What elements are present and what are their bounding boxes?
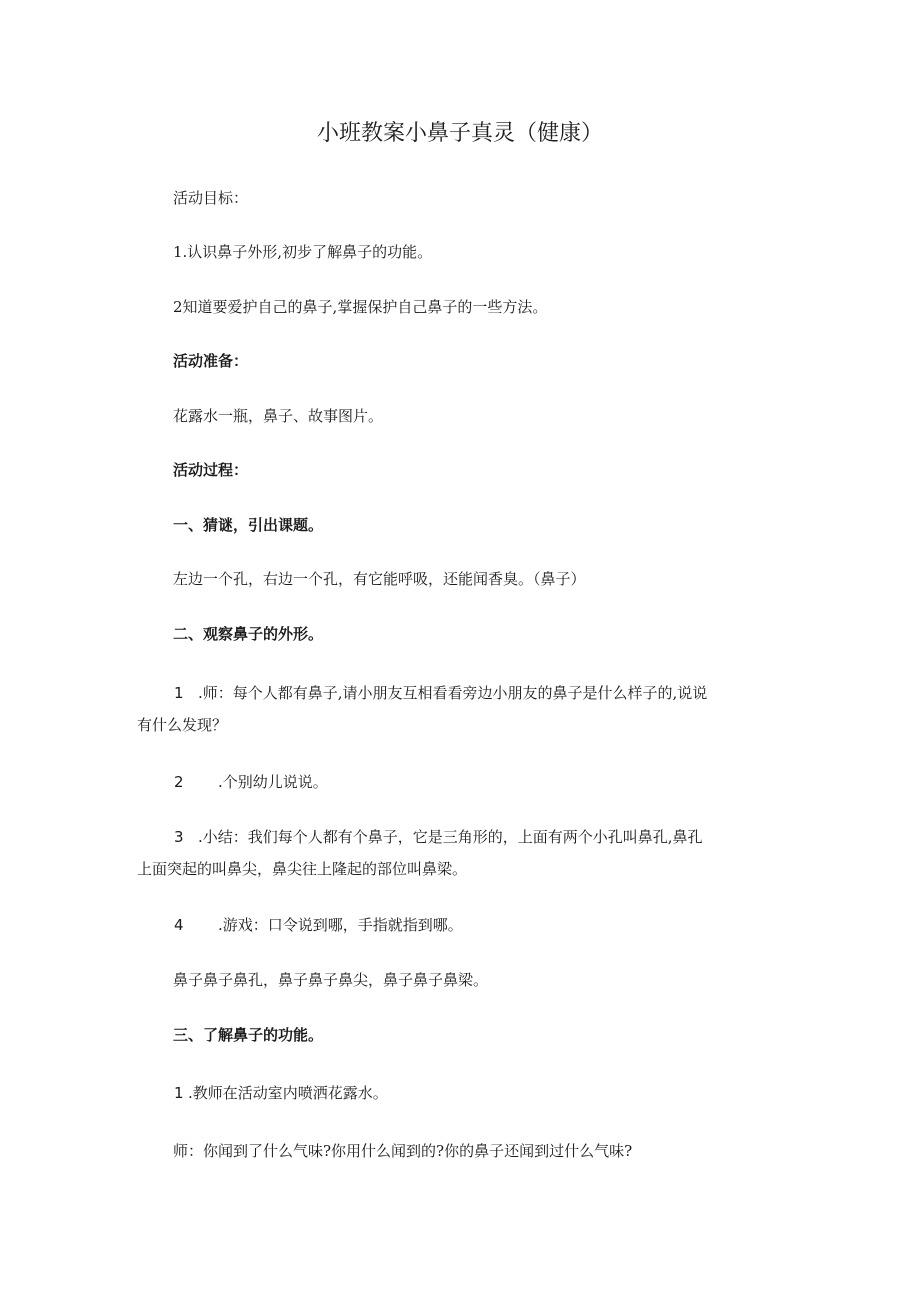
step2-item3-line1: .小结：我们每个人都有个鼻子，它是三角形的，上面有两个小孔叫鼻孔,鼻孔 bbox=[198, 828, 703, 846]
step2-item4-number: 4 bbox=[174, 916, 184, 934]
goal-item-2: 2知道要爱护自己的鼻子,掌握保护自己鼻子的一些方法。 bbox=[173, 298, 548, 316]
step3-heading: 三、了解鼻子的功能。 bbox=[173, 1026, 324, 1044]
goal-heading: 活动目标： bbox=[173, 189, 249, 207]
step1-riddle-text: 左边一个孔，右边一个孔，有它能呼吸，还能闻香臭。（鼻子） bbox=[173, 570, 586, 588]
step2-item4-text: .游戏：口令说到哪，手指就指到哪。 bbox=[218, 916, 463, 934]
step3-item1-text: .教师在活动室内喷洒花露水。 bbox=[188, 1084, 388, 1102]
step2-item2-text: .个别幼儿说说。 bbox=[218, 773, 328, 791]
step2-item1-number: 1 bbox=[174, 684, 184, 702]
document-title: 小班教案小鼻子真灵（健康） bbox=[316, 121, 603, 146]
prep-heading: 活动准备： bbox=[173, 352, 249, 370]
step1-heading: 一、猜谜，引出课题。 bbox=[173, 516, 324, 534]
process-heading: 活动过程： bbox=[173, 461, 249, 479]
prep-text: 花露水一瓶，鼻子、故事图片。 bbox=[173, 407, 384, 425]
step2-item3-line2: 上面突起的叫鼻尖，鼻尖往上隆起的部位叫鼻梁。 bbox=[137, 860, 468, 878]
step3-item1-number: 1 bbox=[174, 1084, 184, 1102]
step2-item1-line1: .师：每个人都有鼻子,请小朋友互相看看旁边小朋友的鼻子是什么样子的,说说 bbox=[198, 684, 708, 702]
step2-heading: 二、观察鼻子的外形。 bbox=[173, 625, 324, 643]
step2-game-chant: 鼻子鼻子鼻孔，鼻子鼻子鼻尖，鼻子鼻子鼻梁。 bbox=[173, 971, 489, 989]
step2-item1-line2: 有什么发现？ bbox=[137, 716, 228, 734]
step3-teacher-question: 师：你闻到了什么气味?你用什么闻到的?你的鼻子还闻到过什么气味? bbox=[173, 1142, 633, 1160]
step2-item3-number: 3 bbox=[174, 828, 184, 846]
goal-item-1: 1.认识鼻子外形,初步了解鼻子的功能。 bbox=[173, 243, 433, 261]
step2-item2-number: 2 bbox=[174, 773, 184, 791]
